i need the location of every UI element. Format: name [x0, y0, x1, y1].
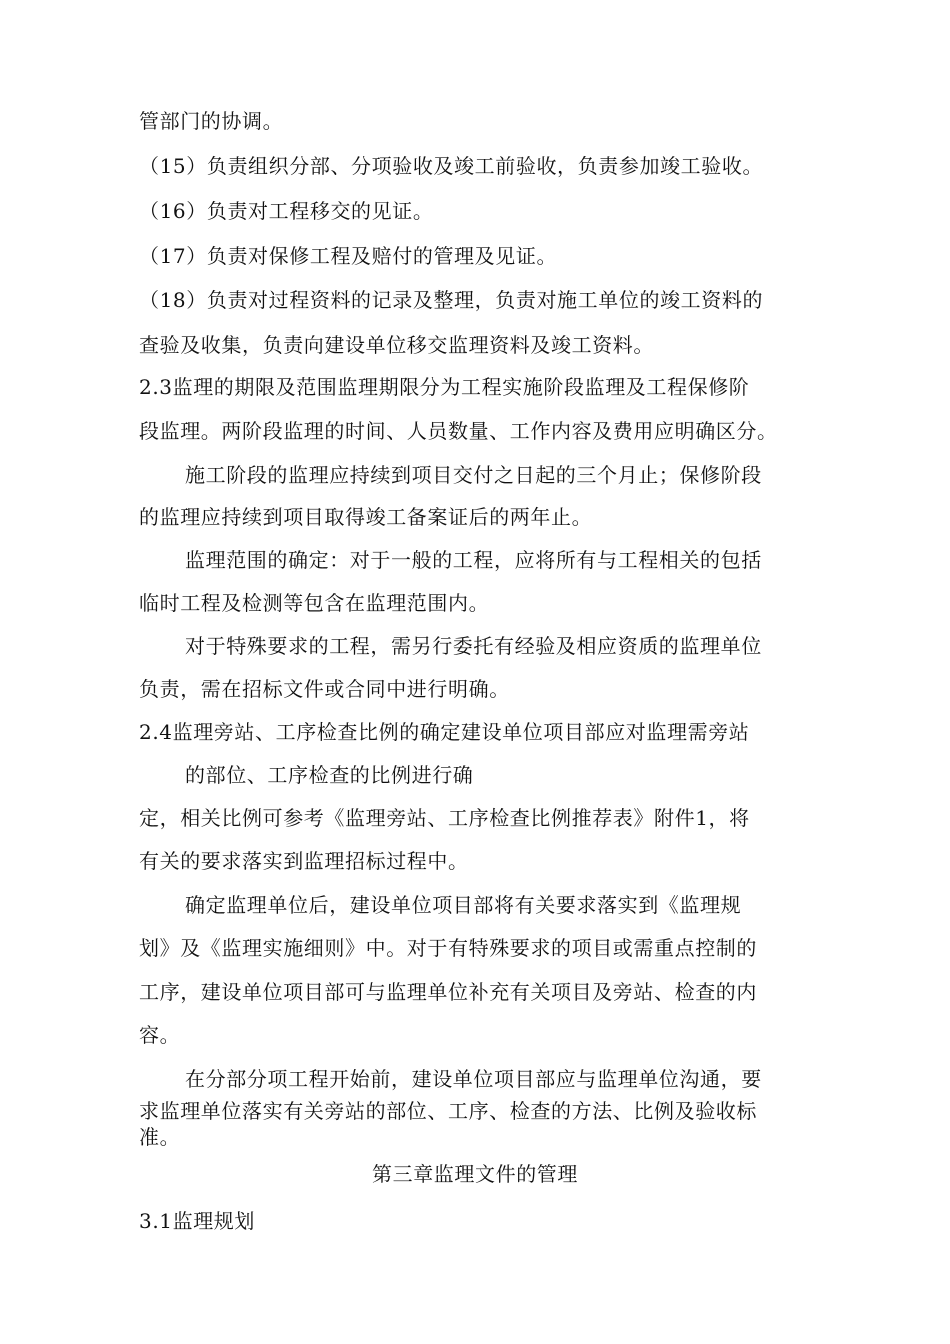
text-line-22: 容。	[139, 1023, 181, 1047]
text-line-12: 临时工程及检测等包含在监理范围内。	[139, 591, 490, 615]
text-line-14: 负责，需在招标文件或合同中进行明确。	[139, 677, 510, 701]
text-line-18: 有关的要求落实到监理招标过程中。	[139, 849, 469, 873]
text-line-1: 管部门的协调。	[139, 109, 284, 133]
text-line-20: 划》及《监理实施细则》中。对于有特殊要求的项目或需重点控制的	[139, 936, 757, 960]
text-line-13: 对于特殊要求的工程，需另行委托有经验及相应资质的监理单位	[185, 634, 762, 658]
text-line-15: 2.4监理旁站、工序检查比例的确定建设单位项目部应对监理需旁站	[139, 720, 750, 744]
text-line-7: 2.3监理的期限及范围监理期限分为工程实施阶段监理及工程保修阶	[139, 375, 750, 399]
text-line-16: 的部位、工序检查的比例进行确	[185, 763, 474, 787]
text-line-21: 工序，建设单位项目部可与监理单位补充有关项目及旁站、检查的内	[139, 980, 757, 1004]
text-line-10: 的监理应持续到项目取得竣工备案证后的两年止。	[139, 505, 593, 529]
chapter-title: 第三章监理文件的管理	[372, 1162, 578, 1186]
text-line-17: 定，相关比例可参考《监理旁站、工序检查比例推荐表》附件1，将	[139, 806, 750, 830]
text-line-8: 段监理。两阶段监理的时间、人员数量、工作内容及费用应明确区分。	[139, 419, 778, 443]
text-line-11: 监理范围的确定：对于一般的工程，应将所有与工程相关的包括	[185, 548, 762, 572]
text-line-24: 求监理单位落实有关旁站的部位、工序、检查的方法、比例及验收标	[139, 1099, 757, 1123]
text-line-5: （18）负责对过程资料的记录及整理，负责对施工单位的竣工资料的	[139, 288, 764, 312]
section-title: 3.1监理规划	[139, 1209, 256, 1233]
text-line-3: （16）负责对工程移交的见证。	[139, 199, 434, 223]
text-line-6: 查验及收集，负责向建设单位移交监理资料及竣工资料。	[139, 333, 654, 357]
text-line-25: 准。	[139, 1125, 181, 1149]
text-line-23: 在分部分项工程开始前，建设单位项目部应与监理单位沟通，要	[185, 1067, 762, 1091]
text-line-2: （15）负责组织分部、分项验收及竣工前验收，负责参加竣工验收。	[139, 154, 764, 178]
text-line-19: 确定监理单位后，建设单位项目部将有关要求落实到《监理规	[185, 893, 742, 917]
text-line-4: （17）负责对保修工程及赔付的管理及见证。	[139, 244, 558, 268]
text-line-9: 施工阶段的监理应持续到项目交付之日起的三个月止；保修阶段	[185, 463, 762, 487]
